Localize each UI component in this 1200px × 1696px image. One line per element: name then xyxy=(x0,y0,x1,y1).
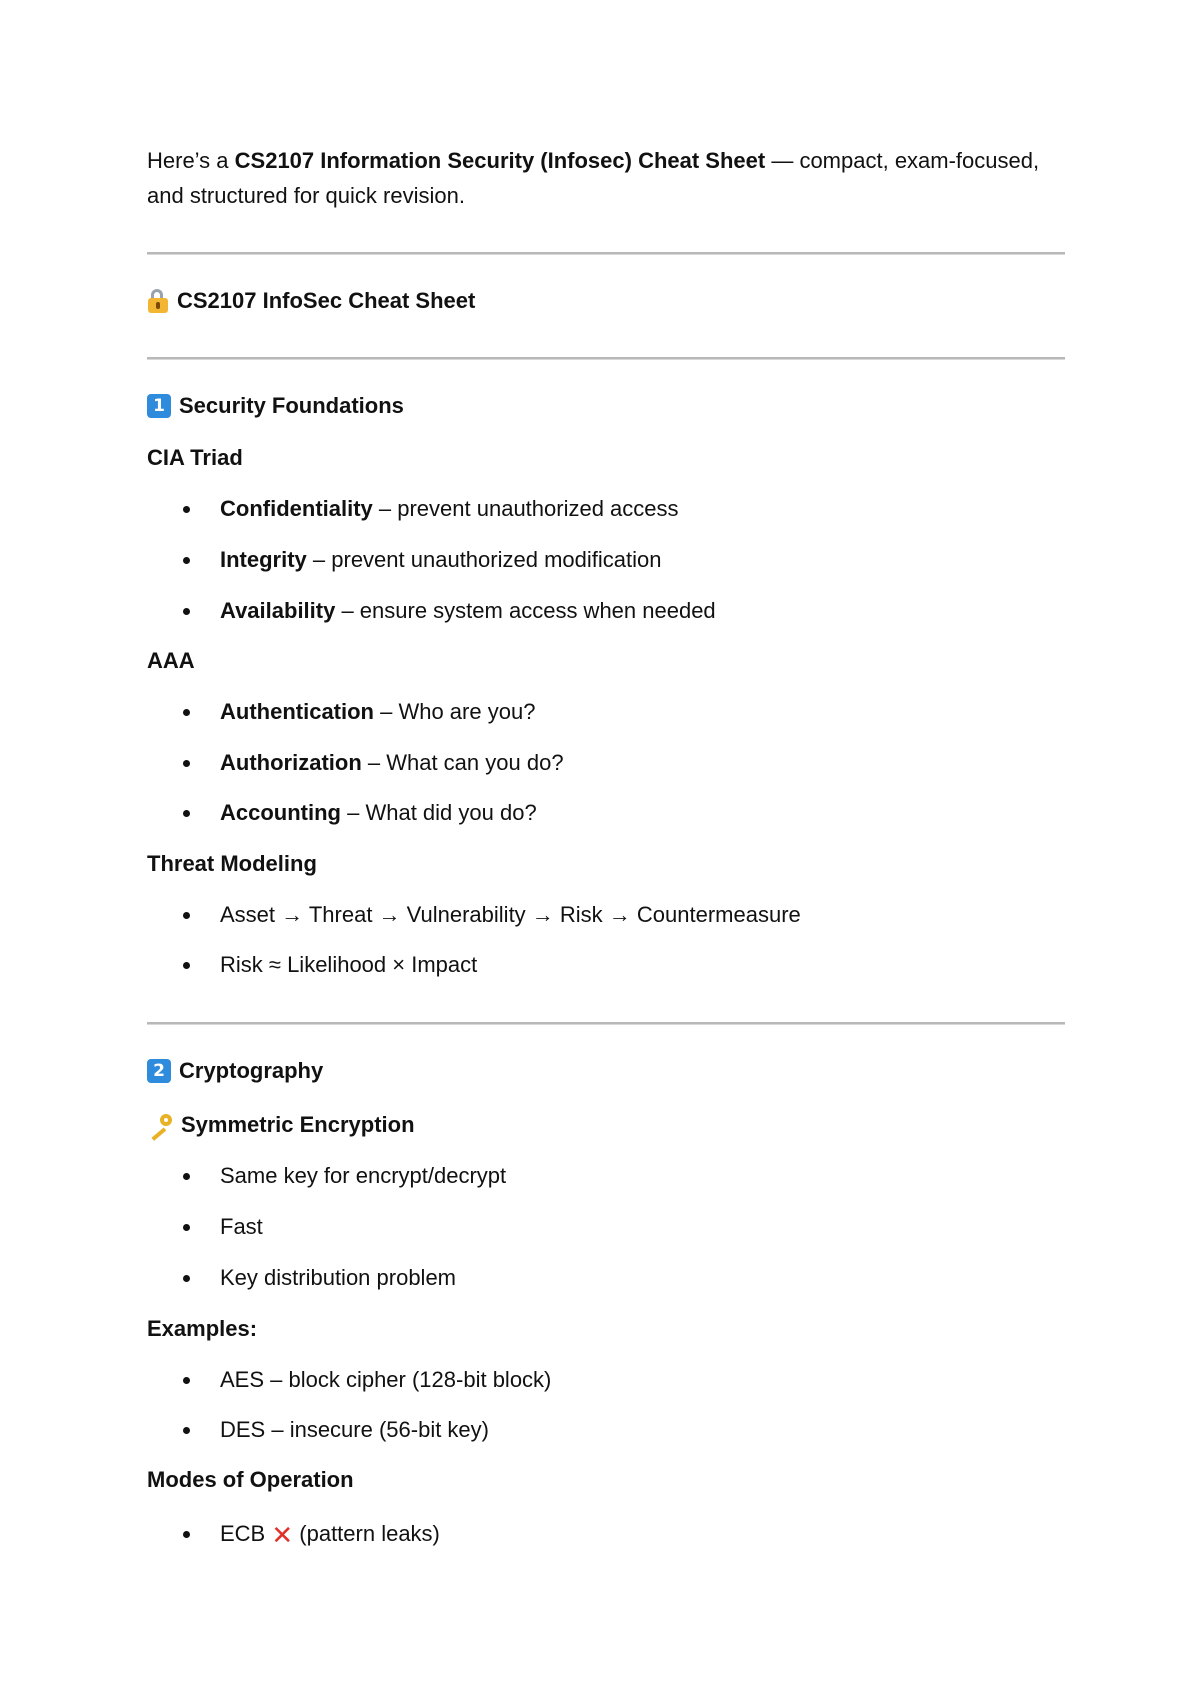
intro-paragraph xyxy=(147,143,1065,213)
divider xyxy=(147,1022,1065,1025)
section-heading-text: Cryptography xyxy=(179,1058,324,1083)
intro-bold-title: CS2107 Information Security (Infosec) Cheat Sheet xyxy=(234,148,766,173)
section-heading-text: Security Foundations xyxy=(179,393,404,418)
subheading-examples: Examples: xyxy=(147,1316,258,1341)
bullet-icon xyxy=(183,1224,190,1231)
term: Authentication xyxy=(220,699,374,724)
intro-suffix: — compact, exam-focused, and structured for quick revision. xyxy=(147,148,1040,208)
list-item-text: DES – insecure (56-bit key) xyxy=(220,1417,489,1442)
term-description: – ensure system access when needed xyxy=(335,598,716,623)
bullet-icon xyxy=(183,1275,190,1282)
term: Authorization xyxy=(220,750,362,775)
term-description: – prevent unauthorized access xyxy=(372,496,679,521)
subheading-symmetric-encryption xyxy=(147,1110,415,1140)
list-item-text: Key distribution problem xyxy=(220,1265,457,1290)
bullet-icon xyxy=(183,1427,190,1434)
list-item-text: AES – block cipher (128-bit block) xyxy=(220,1367,552,1392)
bullet-icon xyxy=(183,1173,190,1180)
subheading-threat-modeling: Threat Modeling xyxy=(147,851,317,876)
term: Availability xyxy=(220,598,336,623)
list-item-text: Same key for encrypt/decrypt xyxy=(220,1163,507,1188)
bullet-icon xyxy=(183,506,190,513)
divider xyxy=(147,252,1065,255)
term-description: – prevent unauthorized modification xyxy=(306,547,662,572)
term-description: – Who are you? xyxy=(374,699,536,724)
bullet-icon xyxy=(183,760,190,767)
bullet-icon xyxy=(183,557,190,564)
bullet-icon xyxy=(183,810,190,817)
cheat-sheet-title-text: CS2107 InfoSec Cheat Sheet xyxy=(177,288,476,313)
term: Integrity xyxy=(220,547,307,572)
bullet-icon xyxy=(183,1531,190,1538)
list-item-text: ECB xyxy=(220,1521,272,1546)
lock-icon xyxy=(147,289,169,313)
bullet-icon xyxy=(183,912,190,919)
subheading-text: Symmetric Encryption xyxy=(181,1112,415,1137)
term-description: – What did you do? xyxy=(341,800,537,825)
intro-prefix: Here’s a xyxy=(147,148,235,173)
cheat-sheet-title xyxy=(147,286,475,316)
number-one-icon: 1 xyxy=(147,394,171,418)
divider xyxy=(147,357,1065,360)
subheading-modes-of-operation: Modes of Operation xyxy=(147,1467,354,1492)
number-two-icon: 2 xyxy=(147,1059,171,1083)
bullet-icon xyxy=(183,608,190,615)
bullet-icon xyxy=(183,709,190,716)
list-item-text: Fast xyxy=(220,1214,263,1239)
subheading-cia-triad: CIA Triad xyxy=(147,445,243,470)
subheading-aaa: AAA xyxy=(147,648,195,673)
list-item-text: Asset → Threat → Vulnerability → Risk → Countermeasure xyxy=(220,902,801,927)
list-item-text: Risk ≈ Likelihood × Impact xyxy=(220,952,478,977)
section-heading-security-foundations xyxy=(147,391,404,421)
term: Accounting xyxy=(220,800,341,825)
term: Confidentiality xyxy=(220,496,373,521)
list-item-text: (pattern leaks) xyxy=(293,1521,440,1546)
section-heading-cryptography xyxy=(147,1056,323,1086)
bullet-icon xyxy=(183,962,190,969)
cross-mark-icon: ✕ xyxy=(271,1521,294,1551)
bullet-icon xyxy=(183,1377,190,1384)
key-icon xyxy=(147,1113,173,1137)
term-description: – What can you do? xyxy=(361,750,564,775)
